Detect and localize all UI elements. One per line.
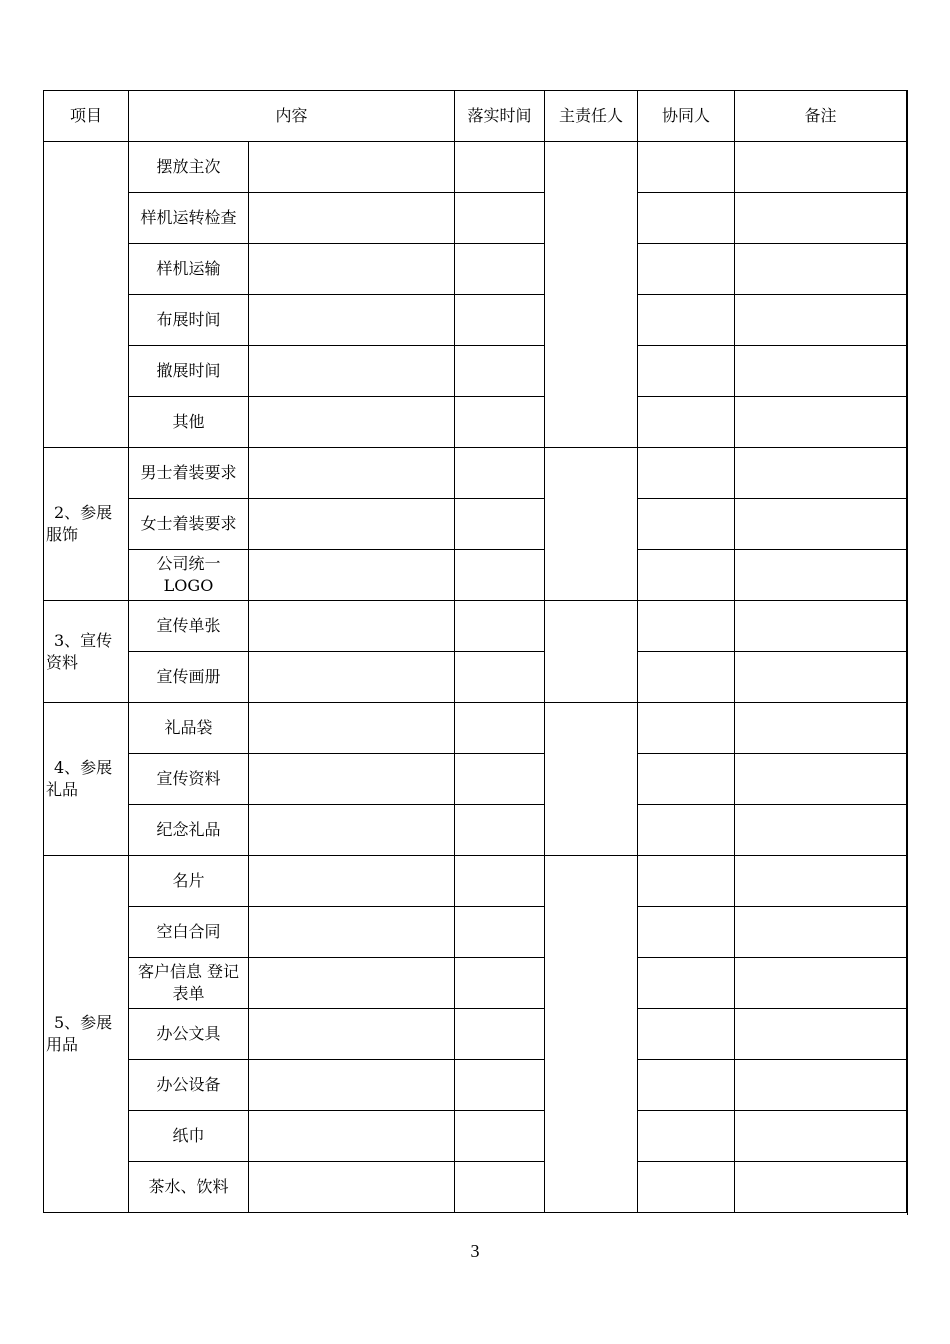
table-row: [44, 1060, 907, 1111]
assistant-cell: [638, 1162, 735, 1213]
exhibition-plan-table: [43, 90, 907, 1213]
item-name: 其他: [172, 412, 205, 431]
item-name-cell: [129, 193, 249, 244]
page-number: 3: [470, 1241, 480, 1261]
header-assistant: 协同人: [638, 91, 735, 142]
table-body: [44, 142, 907, 1213]
item-name-cell: [129, 907, 249, 958]
time-cell: [455, 856, 545, 907]
group-label-cell: [44, 703, 129, 856]
content-detail-cell: [249, 193, 455, 244]
header-time: 落实时间: [455, 91, 545, 142]
remark-cell: [735, 856, 907, 907]
assistant-cell: [638, 601, 735, 652]
time-cell: [455, 1162, 545, 1213]
item-name: 宣传画册: [156, 667, 221, 686]
table-row: [44, 907, 907, 958]
remark-cell: [735, 346, 907, 397]
assistant-cell: [638, 244, 735, 295]
table-row: [44, 193, 907, 244]
item-name: 宣传资料: [156, 769, 221, 788]
table-row: [44, 1009, 907, 1060]
item-name: 办公文具: [156, 1024, 221, 1043]
item-name: 纸巾: [172, 1126, 205, 1145]
remark-cell: [735, 1111, 907, 1162]
header-row: [44, 91, 907, 142]
table-row: [44, 244, 907, 295]
content-detail-cell: [249, 703, 455, 754]
owner-cell: [545, 448, 638, 601]
item-name-cell: [129, 295, 249, 346]
content-detail-cell: [249, 958, 455, 1009]
header-owner: 主责任人: [545, 91, 638, 142]
content-detail-cell: [249, 499, 455, 550]
time-cell: [455, 601, 545, 652]
assistant-cell: [638, 397, 735, 448]
table-row: [44, 652, 907, 703]
group-label: 2、参展服饰: [46, 503, 113, 544]
table-row: [44, 550, 907, 601]
remark-cell: [735, 193, 907, 244]
item-name-cell: [129, 703, 249, 754]
item-name-cell: [129, 346, 249, 397]
item-name-cell: [129, 601, 249, 652]
group-label: 5、参展用品: [46, 1013, 113, 1054]
item-name-cell: [129, 1111, 249, 1162]
content-detail-cell: [249, 1162, 455, 1213]
time-cell: [455, 550, 545, 601]
remark-cell: [735, 1162, 907, 1213]
remark-cell: [735, 295, 907, 346]
time-cell: [455, 295, 545, 346]
item-name: 名片: [172, 871, 205, 890]
content-detail-cell: [249, 1111, 455, 1162]
owner-cell: [545, 601, 638, 703]
remark-cell: [735, 652, 907, 703]
item-name: 撤展时间: [156, 361, 221, 380]
item-name: 摆放主次: [156, 157, 221, 176]
group-label-cell: [44, 142, 129, 448]
content-detail-cell: [249, 397, 455, 448]
time-cell: [455, 193, 545, 244]
item-name: 布展时间: [156, 310, 221, 329]
content-detail-cell: [249, 1060, 455, 1111]
remark-cell: [735, 703, 907, 754]
table-right-rule: [907, 90, 908, 1215]
assistant-cell: [638, 703, 735, 754]
item-name-cell: [129, 1162, 249, 1213]
item-name: 男士着装要求: [140, 463, 237, 482]
content-detail-cell: [249, 601, 455, 652]
item-name: 空白合同: [156, 922, 221, 941]
owner-cell: [545, 856, 638, 1213]
assistant-cell: [638, 805, 735, 856]
time-cell: [455, 499, 545, 550]
group-label-cell: [44, 601, 129, 703]
item-name-cell: [129, 397, 249, 448]
table-row: [44, 805, 907, 856]
time-cell: [455, 754, 545, 805]
item-name-cell: [129, 448, 249, 499]
item-name-cell: [129, 499, 249, 550]
group-label-cell: [44, 448, 129, 601]
item-name-cell: [129, 958, 249, 1009]
time-cell: [455, 652, 545, 703]
table-row: [44, 1162, 907, 1213]
content-detail-cell: [249, 295, 455, 346]
assistant-cell: [638, 958, 735, 1009]
remark-cell: [735, 958, 907, 1009]
remark-cell: [735, 601, 907, 652]
time-cell: [455, 907, 545, 958]
remark-cell: [735, 805, 907, 856]
assistant-cell: [638, 652, 735, 703]
item-name: 礼品袋: [164, 718, 213, 737]
table-row: [44, 754, 907, 805]
time-cell: [455, 346, 545, 397]
content-detail-cell: [249, 550, 455, 601]
header-remark: 备注: [735, 91, 907, 142]
header-content: 内容: [129, 91, 455, 142]
item-name: 纪念礼品: [156, 820, 221, 839]
table-row: [44, 601, 907, 652]
table-row: [44, 448, 907, 499]
assistant-cell: [638, 550, 735, 601]
item-name: 办公设备: [156, 1075, 221, 1094]
item-name-cell: [129, 805, 249, 856]
assistant-cell: [638, 193, 735, 244]
remark-cell: [735, 754, 907, 805]
time-cell: [455, 397, 545, 448]
content-detail-cell: [249, 754, 455, 805]
time-cell: [455, 244, 545, 295]
item-name: 样机运转检查: [140, 208, 237, 227]
remark-cell: [735, 550, 907, 601]
item-name-cell: [129, 142, 249, 193]
table-row: [44, 499, 907, 550]
item-name: 女士着装要求: [140, 514, 237, 533]
item-name: 公司统一 LOGO: [156, 554, 221, 595]
content-detail-cell: [249, 856, 455, 907]
header-item: 项目: [44, 91, 129, 142]
content-detail-cell: [249, 142, 455, 193]
time-cell: [455, 958, 545, 1009]
content-detail-cell: [249, 805, 455, 856]
assistant-cell: [638, 1060, 735, 1111]
item-name-cell: [129, 550, 249, 601]
group-label: 3、宣传资料: [46, 630, 113, 672]
item-name: 样机运输: [156, 259, 221, 278]
assistant-cell: [638, 754, 735, 805]
content-detail-cell: [249, 346, 455, 397]
assistant-cell: [638, 346, 735, 397]
table-row: [44, 397, 907, 448]
owner-cell: [545, 703, 638, 856]
remark-cell: [735, 142, 907, 193]
content-detail-cell: [249, 652, 455, 703]
remark-cell: [735, 397, 907, 448]
item-name-cell: [129, 1060, 249, 1111]
assistant-cell: [638, 856, 735, 907]
time-cell: [455, 448, 545, 499]
content-detail-cell: [249, 448, 455, 499]
assistant-cell: [638, 1009, 735, 1060]
table-row: [44, 856, 907, 907]
remark-cell: [735, 907, 907, 958]
item-name-cell: [129, 244, 249, 295]
remark-cell: [735, 499, 907, 550]
remark-cell: [735, 448, 907, 499]
content-detail-cell: [249, 907, 455, 958]
group-label-cell: [44, 856, 129, 1213]
content-detail-cell: [249, 244, 455, 295]
item-name-cell: [129, 754, 249, 805]
item-name: 茶水、饮料: [148, 1177, 229, 1196]
assistant-cell: [638, 1111, 735, 1162]
item-name-cell: [129, 856, 249, 907]
assistant-cell: [638, 907, 735, 958]
table-row: [44, 703, 907, 754]
time-cell: [455, 142, 545, 193]
item-name: 客户信息 登记表单: [137, 962, 240, 1003]
table-row: [44, 142, 907, 193]
item-name-cell: [129, 1009, 249, 1060]
time-cell: [455, 1009, 545, 1060]
assistant-cell: [638, 499, 735, 550]
time-cell: [455, 703, 545, 754]
content-detail-cell: [249, 1009, 455, 1060]
owner-cell: [545, 142, 638, 448]
time-cell: [455, 1111, 545, 1162]
item-name-cell: [129, 652, 249, 703]
table-row: [44, 958, 907, 1009]
assistant-cell: [638, 142, 735, 193]
item-name: 宣传单张: [156, 616, 221, 635]
time-cell: [455, 1060, 545, 1111]
remark-cell: [735, 1009, 907, 1060]
assistant-cell: [638, 295, 735, 346]
table-row: [44, 1111, 907, 1162]
remark-cell: [735, 1060, 907, 1111]
group-label: 4、参展礼品: [46, 758, 113, 799]
table-row: [44, 295, 907, 346]
assistant-cell: [638, 448, 735, 499]
remark-cell: [735, 244, 907, 295]
time-cell: [455, 805, 545, 856]
table-row: [44, 346, 907, 397]
